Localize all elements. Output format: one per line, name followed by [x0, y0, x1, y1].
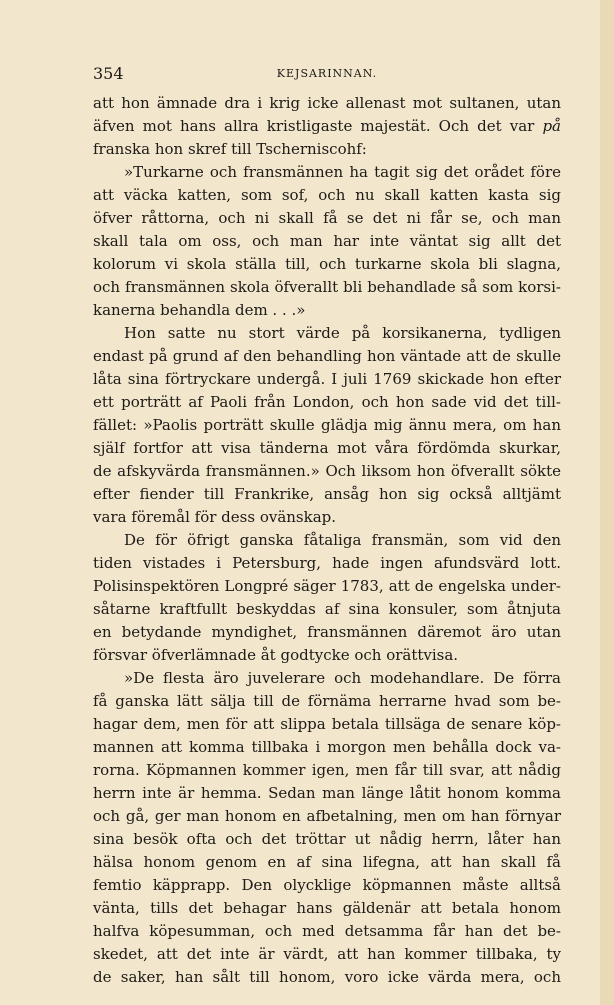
text-line: franska hon skref till Tscherniscohf: — [93, 140, 367, 158]
text-line: »De flesta äro juvelerare och modehandlare. De förra — [124, 669, 561, 687]
text-line: låta sina förtryckare undergå. I juli 1769 skickade hon efter — [93, 370, 561, 388]
text-line: De för öfrigt ganska fåtaliga fransmän, som vid den — [124, 531, 561, 549]
text-line: en betydande myndighet, fransmännen däremot äro utan — [93, 623, 561, 641]
text-line: herrn inte är hemma. Sedan man länge låtit honom komma — [93, 784, 561, 802]
italic-text: på — [542, 117, 561, 135]
text-line: och gå, ger man honom en afbetalning, men om han förnyar — [93, 807, 561, 825]
text-line: vara föremål för dess ovänskap. — [93, 508, 337, 526]
text-line: hagar dem, men för att slippa betala tillsäga de senare köp- — [93, 715, 561, 733]
text-line: såtarne kraftfullt beskyddas af sina konsuler, som åtnjuta — [93, 600, 561, 618]
text-line: endast på grund af den behandling hon väntade att de skulle — [93, 347, 561, 365]
text-line: efter fiender till Frankrike, ansåg hon sig också alltjämt — [93, 485, 561, 503]
text-line: ett porträtt af Paoli från London, och hon sade vid det till- — [93, 393, 561, 411]
text-line: Hon satte nu stort värde på korsikanerna, tydligen — [124, 324, 561, 342]
running-head — [93, 62, 561, 86]
text-line: att hon ämnade dra i krig icke allenast mot sultanen, utan — [93, 94, 561, 112]
text-line: öfver råttorna, och ni skall få se det ni får se, och man — [93, 209, 561, 227]
text-line: vänta, tills det behagar hans gäldenär att betala honom — [93, 899, 561, 917]
text-line: skall tala om oss, och man har inte väntat sig allt det — [93, 232, 561, 250]
text-line: tiden vistades i Petersburg, hade ingen afundsvärd lott. — [93, 554, 561, 572]
text-line: hälsa honom genom en af sina lifegna, att han skall få — [93, 853, 561, 871]
body-text — [93, 92, 561, 989]
text-line: halfva köpesumman, och med detsamma får han det be- — [93, 922, 561, 940]
text-line: rorna. Köpmannen kommer igen, men får till svar, att nådig — [93, 761, 561, 779]
text-line: »Turkarne och fransmännen ha tagit sig det orådet före — [124, 163, 561, 181]
text-line: femtio käpprapp. Den olycklige köpmannen måste alltså — [93, 876, 561, 894]
text-line — [93, 115, 561, 138]
text-line: kolorum vi skola ställa till, och turkarne skola bli slagna, — [93, 255, 561, 273]
text-line: Polisinspektören Longpré säger 1783, att de engelska under- — [93, 577, 561, 595]
text-line: och fransmännen skola öfverallt bli behandlade så som korsi- — [93, 278, 561, 296]
text-line: få ganska lätt sälja till de förnäma herrarne hvad som be- — [93, 692, 561, 710]
running-title: KEJSARINNAN. — [276, 67, 378, 80]
text-line: försvar öfverlämnade åt godtycke och orättvisa. — [93, 646, 459, 664]
text-line: kanerna behandla dem . . .» — [93, 301, 306, 319]
text-line: skedet, att det inte är värdt, att han kommer tillbaka, ty — [93, 945, 561, 963]
text-line: de saker, han sålt till honom, voro icke värda mera, och — [93, 968, 561, 986]
page-number: 354 — [93, 64, 124, 83]
text-line: att väcka katten, som sof, och nu skall katten kasta sig — [93, 186, 561, 204]
text-line: fället: »Paolis porträtt skulle glädja mig ännu mera, om han — [93, 416, 561, 434]
text-segment: äfven mot hans allra kristligaste majestät. Och det var — [93, 117, 535, 135]
text-line: mannen att komma tillbaka i morgon men behålla dock va- — [93, 738, 561, 756]
page-edge-shadow — [600, 0, 614, 1005]
text-line: sina besök ofta och det tröttar ut nådig herrn, låter han — [93, 830, 561, 848]
text-line: de afskyvärda fransmännen.» Och liksom hon öfverallt sökte — [93, 462, 561, 480]
text-line: själf fortfor att visa tänderna mot våra fördömda skurkar, — [93, 439, 561, 457]
